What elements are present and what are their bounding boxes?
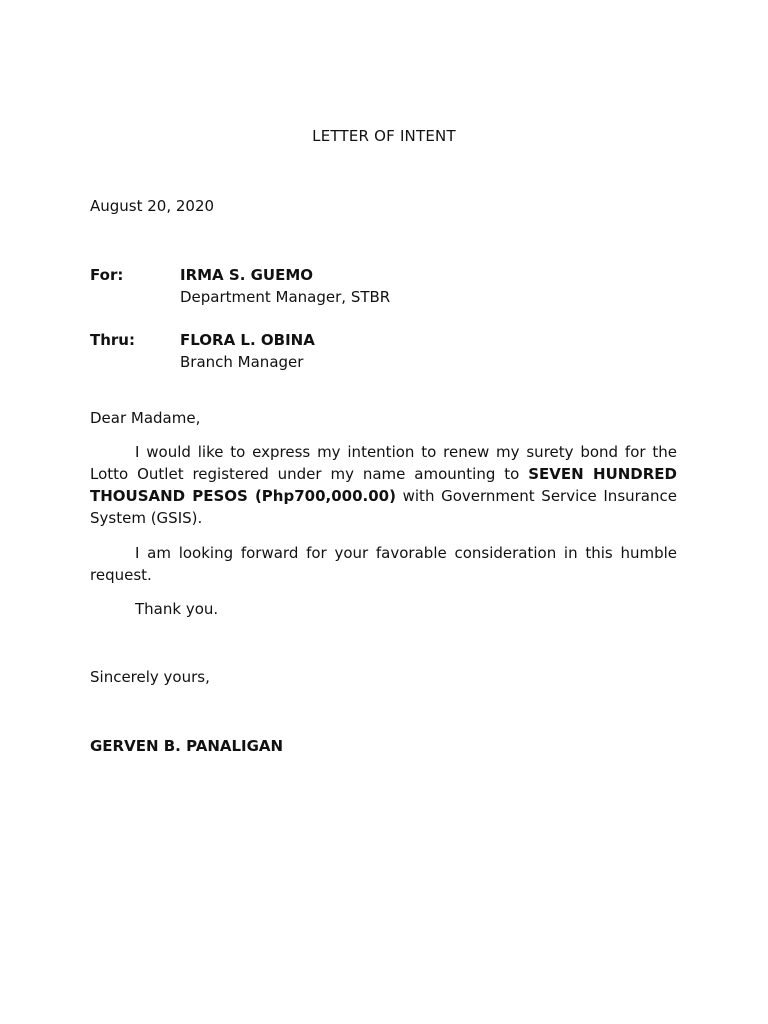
recipient-thru-name: FLORA L. OBINA <box>180 331 315 349</box>
signer-name: GERVEN B. PANALIGAN <box>90 737 284 755</box>
body-paragraph-3 <box>90 598 677 620</box>
body-paragraph-1-text-a: I would like to express my intention to renew my surety bond for the Lotto Outlet registered under my name amounting to <box>90 443 677 483</box>
body-paragraph-2-text: I am looking forward for your favorable consideration in this humble request. <box>90 544 677 584</box>
letter-title: LETTER OF INTENT <box>312 127 456 145</box>
letter-date: August 20, 2020 <box>90 197 215 215</box>
recipient-thru-role: Branch Manager <box>180 353 304 371</box>
recipient-for-role: Department Manager, STBR <box>180 288 391 306</box>
body-paragraph-1 <box>90 441 677 529</box>
body-paragraph-2 <box>90 542 677 586</box>
body-paragraph-1-text-b: with Government Service Insurance System (GSIS). <box>90 487 677 527</box>
thank-you-text: Thank you. <box>135 600 219 618</box>
recipient-for-name: IRMA S. GUEMO <box>180 266 314 284</box>
recipient-thru-label: Thru: <box>90 331 135 349</box>
closing: Sincerely yours, <box>90 668 210 686</box>
recipient-for-label: For: <box>90 266 124 284</box>
salutation: Dear Madame, <box>90 409 201 427</box>
bond-amount: SEVEN HUNDRED THOUSAND PESOS (Php700,000.00) <box>90 465 677 505</box>
